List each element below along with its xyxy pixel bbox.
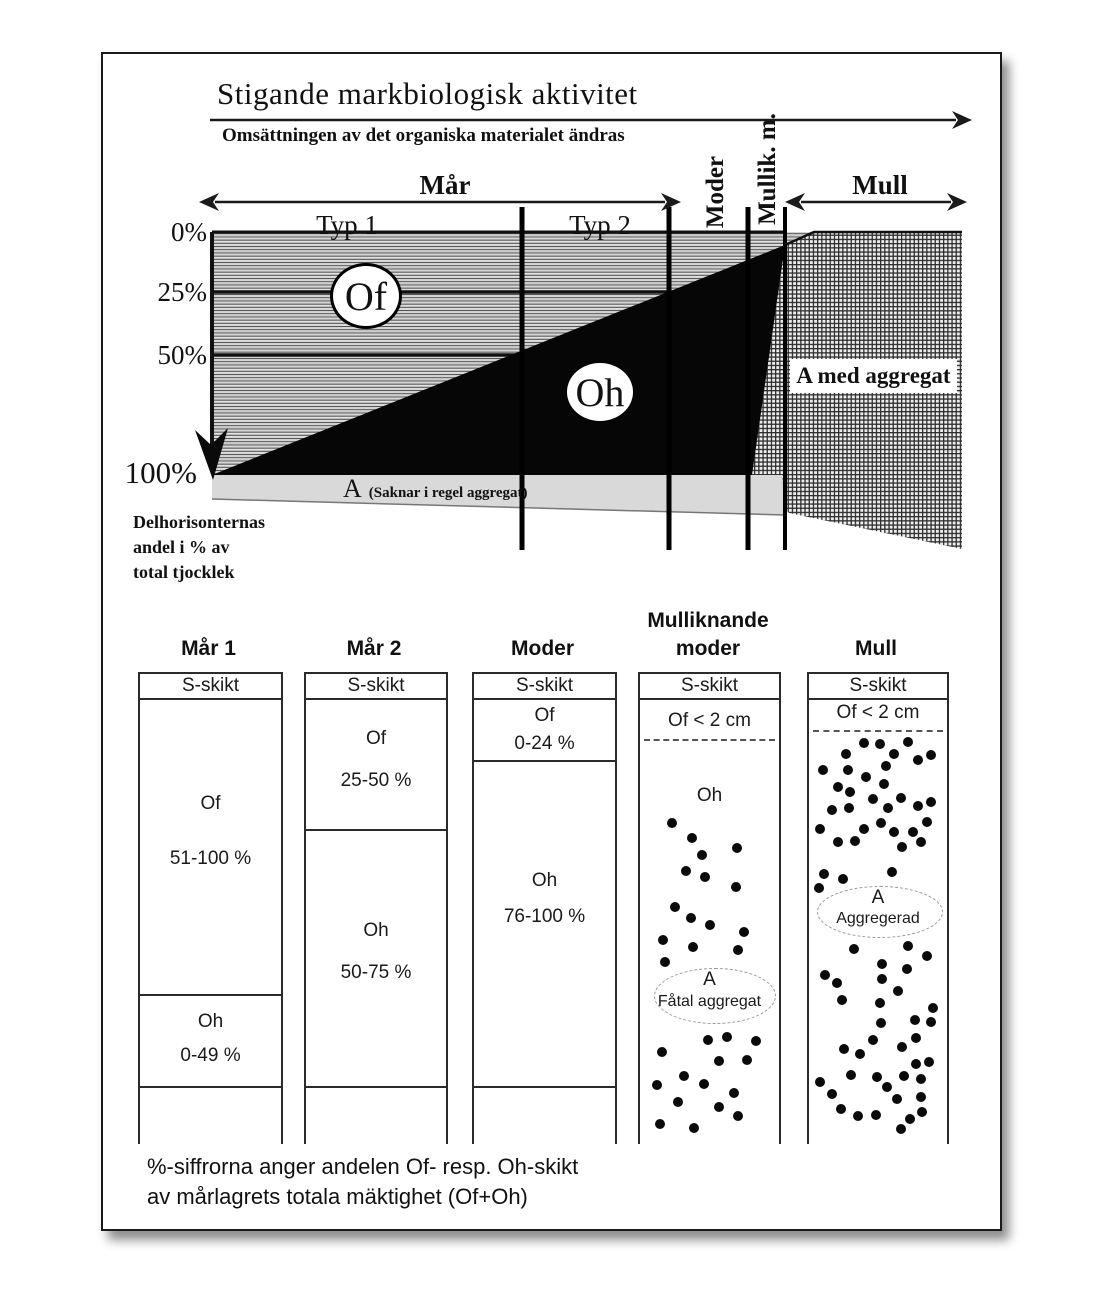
aggregate-dot [833,782,843,792]
mulliknande-s-skikt: S-skikt [640,674,779,700]
aggregate-dot [897,1042,907,1052]
figure-caption [147,1152,578,1212]
y-axis-caption-line2: andel i % av [133,537,230,557]
aggregate-dot [714,1056,724,1066]
aggregate-dot [922,817,932,827]
figure-subtitle: Omsättningen av det organiska materialet ändras [222,125,625,146]
column-mar1 [138,672,283,1144]
aggregate-dot [703,1035,713,1045]
column-moder [472,672,617,1144]
ytick-0: 0% [171,217,207,247]
aggregate-dot [705,920,715,930]
ytick-100: 100% [124,455,197,490]
mulliknande-ellipse-a: A [703,969,716,990]
aggregate-dot [887,867,897,877]
aggregate-dot [832,978,842,988]
aggregate-dot [733,1111,743,1121]
column-title-mar2: Mår 2 [346,637,402,660]
aggregate-dot [688,942,698,952]
mar1-divider-2 [140,1086,281,1088]
aggregate-dot [883,803,893,813]
aggregate-dot [876,1018,886,1028]
mar2-oh-pct: 50-75 % [340,962,412,983]
aggregate-dot [916,1074,926,1084]
aggregate-dot [916,837,926,847]
aggregate-dot [902,964,912,974]
aggregate-dot [896,793,906,803]
aggregate-dot [899,1071,909,1081]
aggregate-dot [916,1092,926,1102]
aggregate-dot [868,1035,878,1045]
mar1-of-label: Of [200,793,221,814]
mull-range-label: Mull [852,170,908,200]
a-strip-label [343,474,528,503]
typ1-label: Typ 1 [316,210,378,240]
aggregate-dot [882,1082,892,1092]
aggregate-dot [892,1094,902,1104]
aggregate-dot [679,1071,689,1081]
aggregate-dot [859,824,869,834]
aggregate-dot [859,738,869,748]
mull-of-line: Of < 2 cm [836,702,920,723]
aggregate-dot [922,951,932,961]
mar1-of-pct: 51-100 % [169,848,252,869]
figure-title: Stigande markbiologisk aktivitet [217,76,638,111]
aggregate-dot [686,913,696,923]
aggregate-dot [908,827,918,837]
moder-oh-pct: 76-100 % [503,906,586,927]
moder-divider-1 [474,760,615,762]
aggregate-dot [838,874,848,884]
aggregate-dot [903,941,913,951]
ytick-50: 50% [157,340,207,370]
a-strip-letter: A [343,474,362,503]
aggregate-dot [652,1080,662,1090]
mar2-of-label: Of [365,728,387,749]
aggregate-dot [850,836,860,846]
aggregate-dot [913,801,923,811]
a-med-aggregat-label: A med aggregat [790,359,957,393]
aggregate-dot [871,1110,881,1120]
aggregate-dot [877,974,887,984]
column-mar2 [304,672,448,1144]
mar2-divider-2 [306,1086,446,1088]
aggregate-dot [845,787,855,797]
aggregate-dot [903,737,913,747]
aggregate-dot [833,837,843,847]
aggregate-dot [913,755,923,765]
aggregate-dot [917,1107,927,1117]
column-mulliknande-moder [638,672,781,1144]
aggregate-dot [687,833,697,843]
aggregate-dot [849,944,859,954]
aggregate-dot [924,1057,934,1067]
aggregate-dot [905,1114,915,1124]
aggregate-dot [910,1015,920,1025]
aggregate-dot [911,1059,921,1069]
aggregate-dot [843,765,853,775]
aggregate-dot [881,761,891,771]
aggregate-dot [732,843,742,853]
aggregate-dot [893,986,903,996]
mulliknande-oh-label: Oh [696,785,723,806]
aggregate-dot [926,797,936,807]
aggregate-dot [751,1036,761,1046]
figure-caption-line1: %-siffrorna anger andelen Of- resp. Oh-skikt [147,1154,579,1179]
column-title-mulliknande-moder [608,607,808,663]
aggregate-dot [689,1123,699,1133]
y-axis-caption-line1: Delhorisonternas [133,512,265,532]
aggregate-dot [889,749,899,759]
aggregate-dot [868,794,878,804]
aggregate-dot [667,818,677,828]
mar1-oh-pct: 0-49 % [180,1045,241,1066]
column-mull [807,672,949,1144]
column-title-mulliknande-line2: moder [675,637,741,660]
moder-s-skikt: S-skikt [474,674,615,700]
ytick-25: 25% [157,277,207,307]
figure-caption-line2: av mårlagrets totala mäktighet (Of+Oh) [147,1184,528,1209]
mull-s-skikt: S-skikt [809,674,947,700]
aggregate-dot [700,872,710,882]
aggregate-dot [846,1070,856,1080]
moder-vertical-label: Moder [702,155,729,229]
mar2-s-skikt: S-skikt [306,674,446,700]
aggregate-dot [827,805,837,815]
aggregate-dot [897,842,907,852]
mar2-of-pct: 25-50 % [340,770,412,791]
mullik-vertical-label: Mullik. m. [754,113,781,225]
moder-oh-label: Oh [531,870,558,891]
aggregate-dot [820,970,830,980]
column-title-mulliknande-line1: Mulliknande [647,609,769,632]
aggregate-dot [841,749,851,759]
aggregate-dot [657,1047,667,1057]
aggregate-dot [731,882,741,892]
column-title-mull: Mull [855,637,897,660]
aggregate-dot [697,850,707,860]
aggregate-dot [681,866,691,876]
aggregate-dot [853,1111,863,1121]
column-title-mar1: Mår 1 [181,637,236,660]
aggregate-dot [818,765,828,775]
oh-bubble: Oh [567,363,633,421]
aggregate-dot [896,1124,906,1134]
mar2-divider-1 [306,829,446,831]
mar2-oh-label: Oh [363,920,389,941]
mar-range-label: Mår [419,170,471,200]
of-bubble: Of [330,263,402,329]
aggregate-dot [729,1088,739,1098]
aggregate-dot [855,1049,865,1059]
mar1-s-skikt: S-skikt [140,674,281,700]
aggregate-dot [658,935,668,945]
mar1-divider-1 [140,994,281,996]
aggregate-dot [839,1044,849,1054]
aggregate-dot [739,927,749,937]
aggregate-dot [911,1033,921,1043]
aggregate-dot [815,1077,825,1087]
aggregate-dot [733,945,743,955]
mull-ellipse-note: Aggregerad [836,910,920,927]
aggregate-dot [815,824,825,834]
aggregate-dot [876,818,886,828]
aggregate-dot [837,995,847,1005]
aggregate-dot [655,1119,665,1129]
mull-ellipse-a: A [871,887,885,908]
aggregate-dot [722,1032,732,1042]
typ2-label: Typ 2 [569,210,631,240]
mulliknande-of-line: Of < 2 cm [668,710,751,731]
mar1-oh-label: Oh [197,1011,224,1032]
aggregate-dot [861,772,871,782]
aggregate-dot [872,1072,882,1082]
aggregate-dot [827,1089,837,1099]
column-title-moder: Moder [511,637,574,660]
mulliknande-aggregate-dots [640,674,779,1144]
aggregate-dot [819,869,829,879]
mulliknande-ellipse-note: Fåtal aggregat [657,993,762,1010]
y-axis-caption [133,510,265,585]
moder-divider-2 [474,1086,615,1088]
aggregate-dot [879,779,889,789]
aggregate-dot [926,1017,936,1027]
a-strip-note: (Saknar i regel aggregat) [368,485,528,501]
aggregate-dot [875,998,885,1008]
aggregate-dot [875,739,885,749]
aggregate-dot [877,959,887,969]
moder-of-pct: 0-24 % [514,733,575,754]
aggregate-dot [836,1104,846,1114]
aggregate-dot [889,827,899,837]
y-axis-caption-line3: total tjocklek [133,562,235,582]
aggregate-dot [844,803,854,813]
aggregate-dot [699,1079,709,1089]
moder-of-label: Of [534,705,555,726]
aggregate-dot [670,902,680,912]
aggregate-dot [714,1102,724,1112]
aggregate-dot [673,1097,683,1107]
aggregate-dot [742,1055,752,1065]
aggregate-dot [928,1003,938,1013]
aggregate-dot [926,750,936,760]
figure-frame [101,52,1002,1231]
aggregate-dot [660,957,670,967]
